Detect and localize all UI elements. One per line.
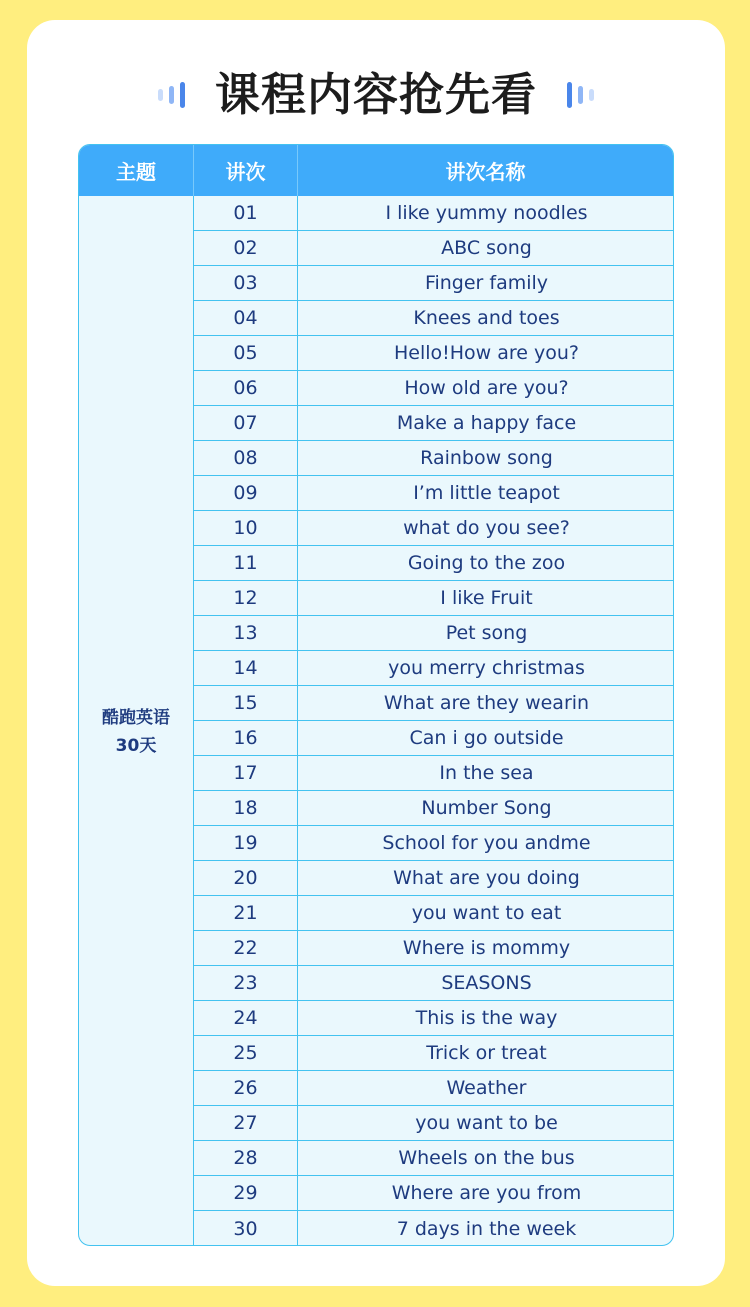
lesson-number: 23 [194,966,298,1000]
lesson-number: 05 [194,336,298,370]
header-theme: 主题 [79,145,194,196]
table-body [194,196,674,1246]
lesson-number: 20 [194,861,298,895]
table-row [194,441,674,476]
lesson-number: 26 [194,1071,298,1105]
lesson-number: 13 [194,616,298,650]
lesson-number: 03 [194,266,298,300]
lesson-number: 16 [194,721,298,755]
lesson-number: 22 [194,931,298,965]
lesson-name: you merry christmas [388,657,585,679]
left-bars-decoration [158,80,185,110]
lesson-number: 07 [194,406,298,440]
lesson-name: ABC song [441,237,532,259]
lesson-name: Number Song [421,797,552,819]
table-row [194,721,674,756]
table-row [194,1106,674,1141]
lesson-name: I like Fruit [440,587,533,609]
lesson-number: 28 [194,1141,298,1175]
table-row [194,1001,674,1036]
lesson-name: Where are you from [391,1182,582,1204]
table-row [194,1036,674,1071]
lesson-number: 24 [194,1001,298,1035]
table-row [194,1141,674,1176]
right-bars-decoration [567,80,594,110]
lesson-name: Where is mommy [402,937,571,959]
lesson-name: What are you doing [393,867,580,889]
lesson-name: Hello!How are you? [393,342,580,364]
table-row [194,861,674,896]
lesson-number: 09 [194,476,298,510]
lesson-name: In the sea [439,762,534,784]
lesson-number: 11 [194,546,298,580]
table-row [194,406,674,441]
table-row [194,1176,674,1211]
table-row [194,686,674,721]
table-row [194,511,674,546]
table-row [194,336,674,371]
table-row [194,826,674,861]
table-row [194,756,674,791]
course-table [78,144,674,1246]
table-header [79,145,673,196]
lesson-name: This is the way [415,1007,558,1029]
lesson-name: Make a happy face [396,412,577,434]
table-row [194,1071,674,1106]
lesson-name: Finger family [424,272,549,294]
lesson-name: Can i go outside [409,727,564,749]
page-title: 课程内容抢先看 [214,68,537,121]
lesson-number: 25 [194,1036,298,1070]
table-row [194,651,674,686]
lesson-name: what do you see? [403,517,570,539]
lesson-number: 04 [194,301,298,335]
lesson-number: 27 [194,1106,298,1140]
lesson-name: SEASONS [441,972,532,994]
table-row [194,791,674,826]
lesson-name: What are they wearin [383,692,590,714]
table-row [194,1211,674,1246]
header-lesson-name: 讲次名称 [445,160,526,184]
lesson-name: Pet song [445,622,528,644]
lesson-name: Rainbow song [420,447,553,469]
lesson-name: you want to be [415,1112,558,1134]
lesson-name: Trick or treat [426,1042,547,1064]
lesson-name: I’m little teapot [413,482,560,504]
theme-line-2: 30天 [115,735,157,756]
lesson-number: 18 [194,791,298,825]
title-row [27,66,725,124]
lesson-number: 29 [194,1176,298,1210]
table-row [194,931,674,966]
lesson-number: 10 [194,511,298,545]
lesson-number: 19 [194,826,298,860]
lesson-number: 17 [194,756,298,790]
lesson-number: 08 [194,441,298,475]
theme-cell [79,196,194,1246]
table-row [194,231,674,266]
theme-line-1: 酷跑英语 [102,707,170,728]
lesson-name: you want to eat [411,902,562,924]
table-row [194,266,674,301]
header-lesson: 讲次 [194,145,298,196]
lesson-name: Wheels on the bus [398,1147,575,1169]
table-row [194,966,674,1001]
lesson-number: 30 [194,1211,298,1246]
lesson-name: Weather [446,1077,527,1099]
lesson-number: 02 [194,231,298,265]
lesson-number: 06 [194,371,298,405]
lesson-number: 14 [194,651,298,685]
lesson-number: 21 [194,896,298,930]
lesson-name: School for you andme [382,832,591,854]
lesson-number: 15 [194,686,298,720]
table-row [194,896,674,931]
lesson-name: I like yummy noodles [385,202,588,224]
table-row [194,371,674,406]
content-card [27,20,725,1286]
lesson-name: 7 days in the week [396,1217,577,1240]
table-row [194,196,674,231]
table-row [194,301,674,336]
table-row [194,616,674,651]
lesson-name: Going to the zoo [407,552,566,574]
lesson-name: Knees and toes [413,307,560,329]
table-row [194,476,674,511]
lesson-number: 12 [194,581,298,615]
table-row [194,546,674,581]
lesson-name: How old are you? [404,377,569,399]
table-row [194,581,674,616]
lesson-number: 01 [194,196,298,230]
